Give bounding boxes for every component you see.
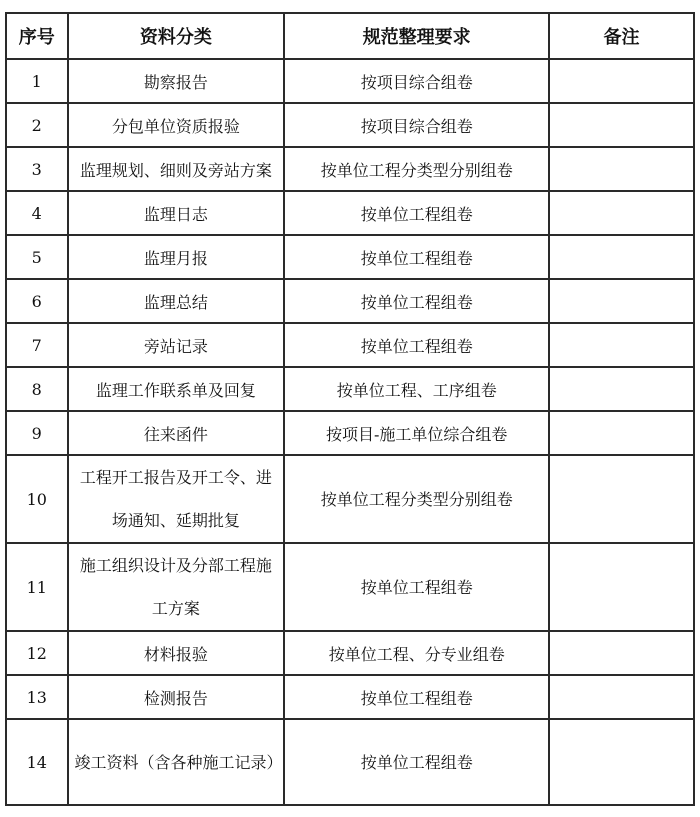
row-remark: [549, 323, 694, 367]
row-requirement: 按单位工程组卷: [284, 279, 549, 323]
row-requirement: 按单位工程组卷: [284, 191, 549, 235]
row-remark: [549, 411, 694, 455]
table-row: [6, 323, 694, 367]
row-requirement: 按单位工程分类型分别组卷: [284, 455, 549, 543]
table-row: [6, 719, 694, 805]
table-row: [6, 543, 694, 631]
row-number: 14: [6, 719, 68, 805]
row-remark: [549, 59, 694, 103]
table-row: [6, 367, 694, 411]
row-number: 8: [6, 367, 68, 411]
row-number: 3: [6, 147, 68, 191]
table-row: [6, 631, 694, 675]
row-remark: [549, 675, 694, 719]
row-category: 勘察报告: [68, 59, 285, 103]
row-category: 工程开工报告及开工令、进场通知、延期批复: [68, 455, 285, 543]
table-row: [6, 191, 694, 235]
row-requirement: 按单位工程组卷: [284, 323, 549, 367]
table-row: [6, 455, 694, 543]
row-category: 监理总结: [68, 279, 285, 323]
row-number: 4: [6, 191, 68, 235]
row-category: 监理月报: [68, 235, 285, 279]
table-row: [6, 103, 694, 147]
row-remark: [549, 631, 694, 675]
row-category: 施工组织设计及分部工程施工方案: [68, 543, 285, 631]
row-remark: [549, 279, 694, 323]
row-remark: [549, 455, 694, 543]
row-number: 13: [6, 675, 68, 719]
row-requirement: 按单位工程组卷: [284, 543, 549, 631]
header-category: 资料分类: [68, 13, 285, 59]
row-requirement: 按项目综合组卷: [284, 103, 549, 147]
row-requirement: 按项目-施工单位综合组卷: [284, 411, 549, 455]
row-remark: [549, 719, 694, 805]
row-number: 11: [6, 543, 68, 631]
row-requirement: 按单位工程、分专业组卷: [284, 631, 549, 675]
row-number: 2: [6, 103, 68, 147]
row-category: 监理工作联系单及回复: [68, 367, 285, 411]
row-requirement: 按单位工程组卷: [284, 235, 549, 279]
row-number: 9: [6, 411, 68, 455]
row-category: 材料报验: [68, 631, 285, 675]
table-row: [6, 59, 694, 103]
row-category: 检测报告: [68, 675, 285, 719]
row-requirement: 按单位工程、工序组卷: [284, 367, 549, 411]
table-header-row: [6, 13, 694, 59]
row-remark: [549, 147, 694, 191]
row-remark: [549, 543, 694, 631]
row-category: 分包单位资质报验: [68, 103, 285, 147]
row-number: 6: [6, 279, 68, 323]
header-serial-number: 序号: [6, 13, 68, 59]
row-remark: [549, 367, 694, 411]
archive-requirements-table: [5, 12, 695, 806]
row-requirement: 按项目综合组卷: [284, 59, 549, 103]
row-number: 1: [6, 59, 68, 103]
row-category: 监理规划、细则及旁站方案: [68, 147, 285, 191]
row-category: 监理日志: [68, 191, 285, 235]
header-remark: 备注: [549, 13, 694, 59]
row-category: 往来函件: [68, 411, 285, 455]
header-requirement: 规范整理要求: [284, 13, 549, 59]
row-category: 旁站记录: [68, 323, 285, 367]
row-requirement: 按单位工程组卷: [284, 719, 549, 805]
row-number: 10: [6, 455, 68, 543]
row-remark: [549, 235, 694, 279]
row-number: 5: [6, 235, 68, 279]
row-remark: [549, 191, 694, 235]
table-row: [6, 279, 694, 323]
row-number: 7: [6, 323, 68, 367]
table-row: [6, 411, 694, 455]
row-requirement: 按单位工程分类型分别组卷: [284, 147, 549, 191]
row-category: 竣工资料（含各种施工记录）: [68, 719, 285, 805]
row-remark: [549, 103, 694, 147]
row-number: 12: [6, 631, 68, 675]
table-row: [6, 235, 694, 279]
table-row: [6, 675, 694, 719]
row-requirement: 按单位工程组卷: [284, 675, 549, 719]
table-row: [6, 147, 694, 191]
